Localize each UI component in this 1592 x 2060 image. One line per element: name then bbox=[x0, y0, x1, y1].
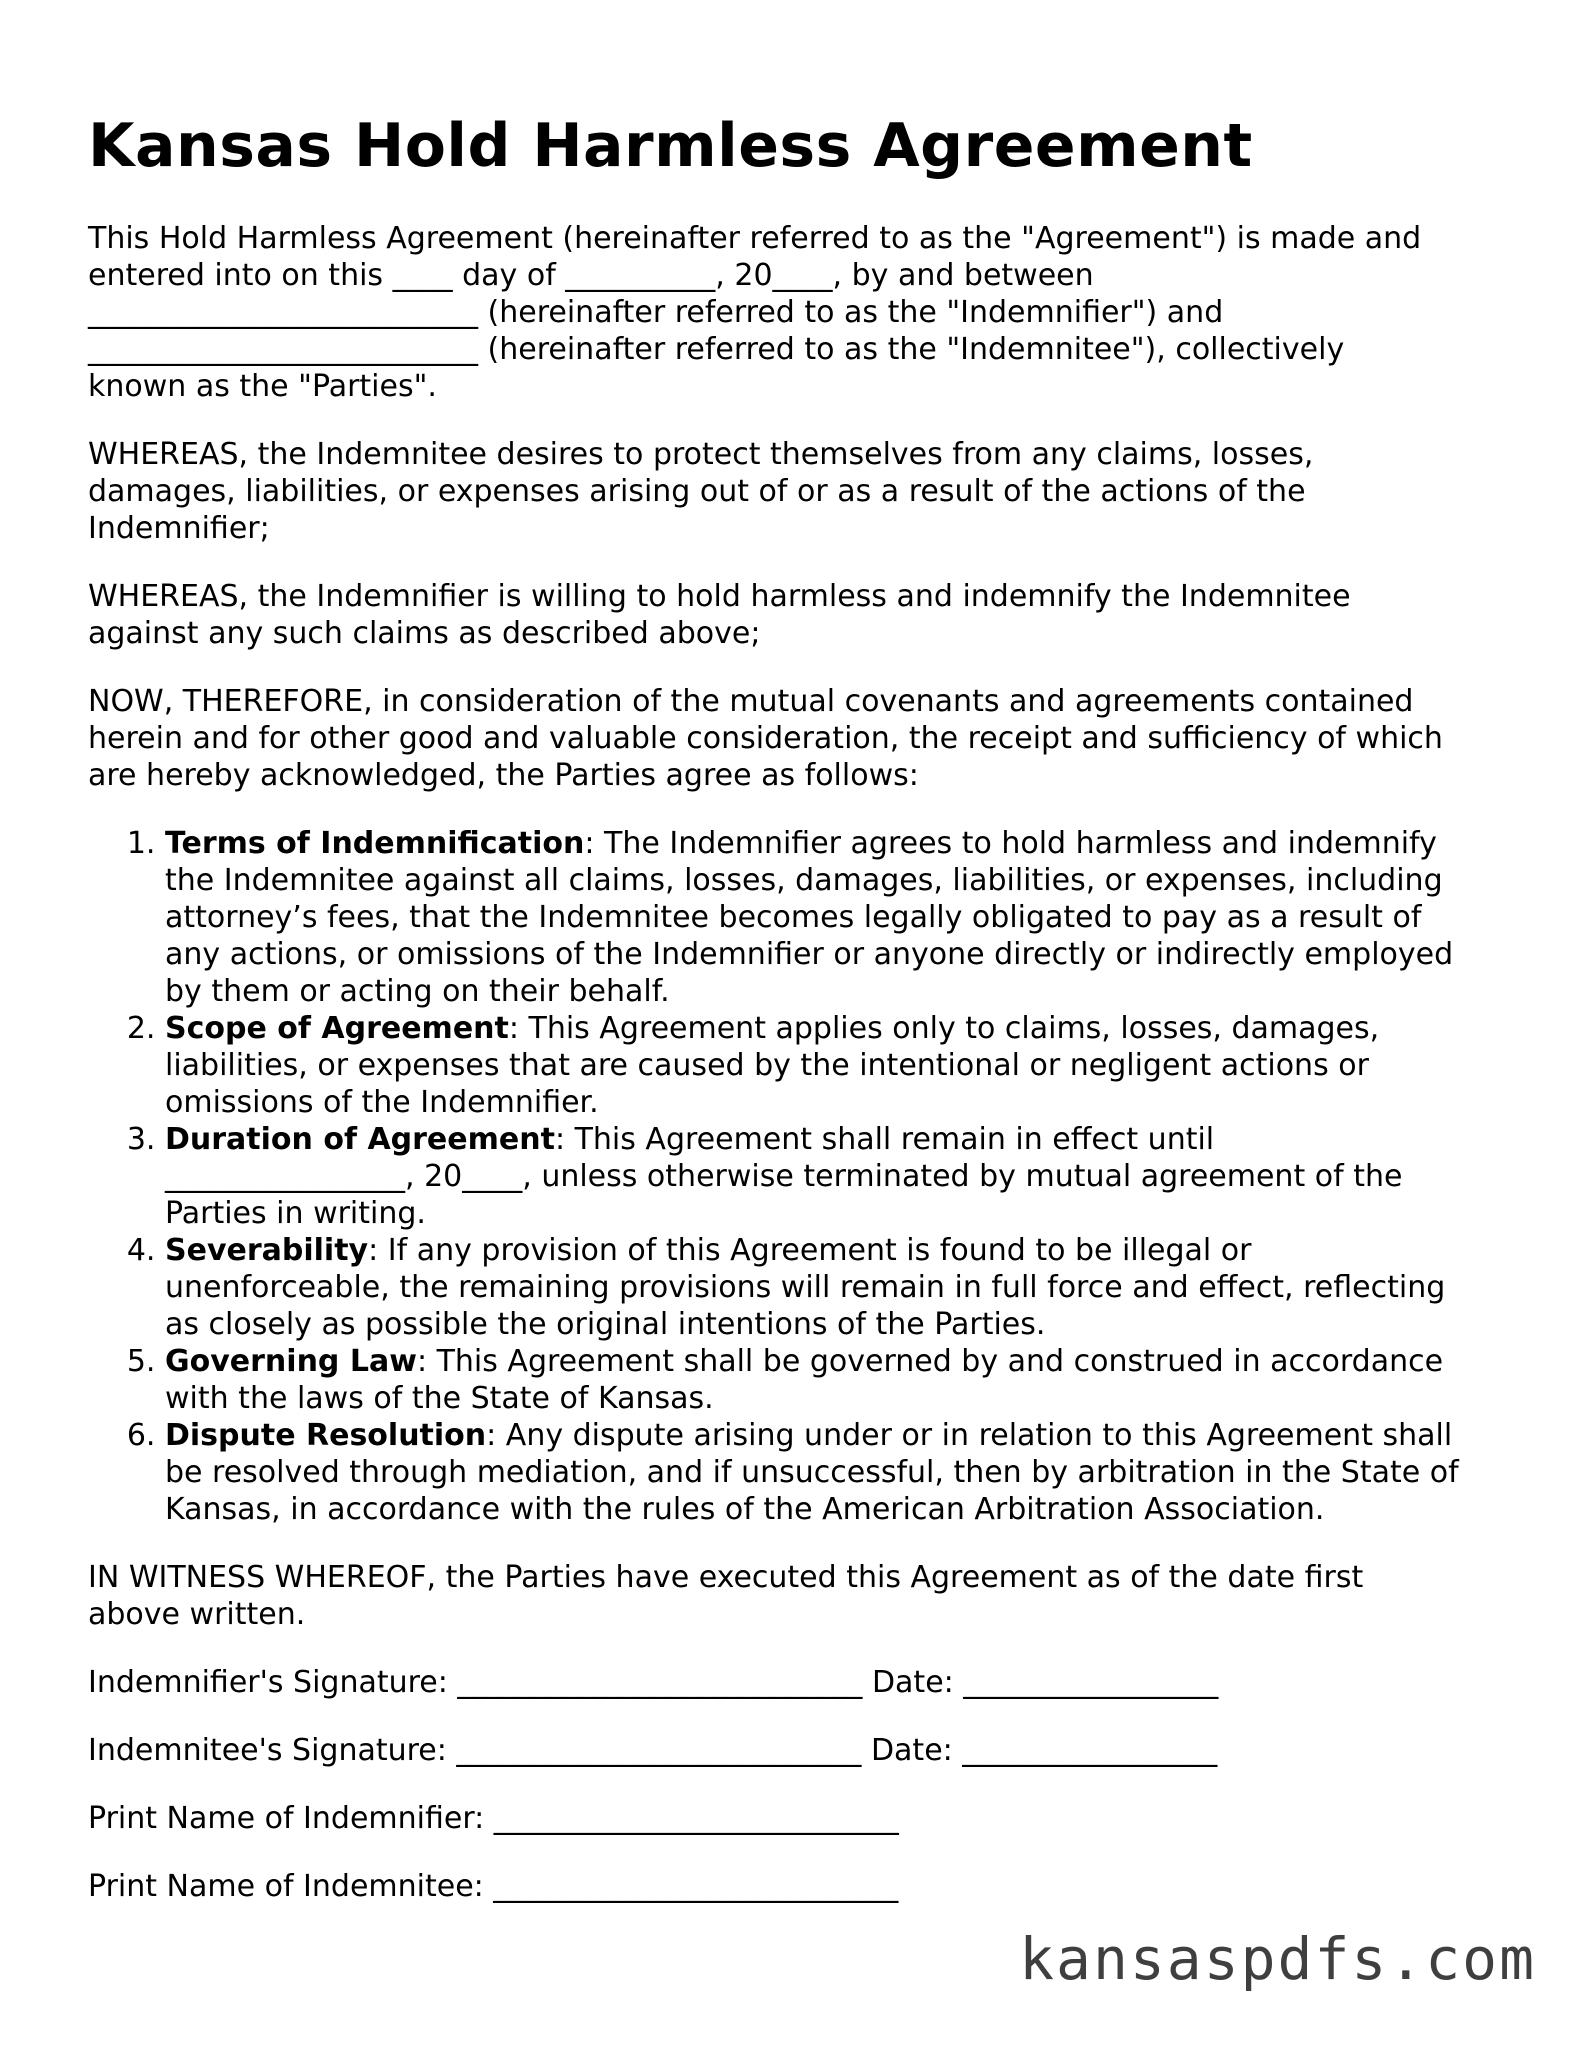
term-text: : This Agreement applies only to claims, losses, damages, liabilities, or expenses that are caused by the intentional or negligent actions or omissions of the Indemnifier. bbox=[165, 1011, 1380, 1120]
witness-paragraph: IN WITNESS WHEREOF, the Parties have executed this Agreement as of the date first above written. bbox=[88, 1560, 1364, 1632]
intro-paragraph: This Hold Harmless Agreement (hereinafter referred to as the "Agreement") is made and entered into on this ____ day of __________, 20____, by and between __________________________ (hereinafter referred to as the "Indemnifier") and __________________________ (hereinafter referred to as the "Indemnitee"), collectively known as the "Parties". bbox=[88, 221, 1422, 404]
term-item bbox=[165, 1417, 1508, 1528]
term-text: : If any provision of this Agreement is found to be illegal or unenforceable, the remaining provisions will remain in full force and effect, reflecting as closely as possible the original intentions of the Parties. bbox=[165, 1233, 1446, 1342]
term-item bbox=[165, 1232, 1508, 1343]
term-title: Duration of Agreement bbox=[165, 1122, 555, 1157]
indemnitee-signature-row bbox=[88, 1732, 1508, 1769]
term-item bbox=[165, 1121, 1508, 1232]
print-indemnifier-row bbox=[88, 1800, 1508, 1837]
indemnitee-signature-field[interactable]: ___________________________ bbox=[456, 1733, 862, 1768]
print-indemnitee-label: Print Name of Indemnitee: bbox=[88, 1869, 494, 1904]
term-item bbox=[165, 1343, 1508, 1417]
terms-list bbox=[88, 825, 1508, 1528]
indemnifier-signature-label: Indemnifier's Signature: bbox=[88, 1665, 458, 1700]
whereas-paragraph-1: WHEREAS, the Indemnitee desires to protect themselves from any claims, losses, damages, liabilities, or expenses arising out of or as a result of the actions of the Indemnifier; bbox=[88, 437, 1314, 546]
indemnifier-date-field[interactable]: _________________ bbox=[963, 1665, 1219, 1700]
indemnitee-date-field[interactable]: _________________ bbox=[962, 1733, 1218, 1768]
term-item bbox=[165, 1010, 1508, 1121]
site-watermark: kansaspdfs.com bbox=[1019, 1925, 1536, 1993]
indemnitee-date-label: Date: bbox=[861, 1733, 963, 1768]
print-indemnitee-field[interactable]: ___________________________ bbox=[493, 1869, 899, 1904]
indemnifier-signature-field[interactable]: ___________________________ bbox=[457, 1665, 863, 1700]
term-item bbox=[165, 825, 1508, 1010]
term-title: Dispute Resolution bbox=[165, 1418, 487, 1453]
term-title: Severability bbox=[165, 1233, 369, 1268]
term-text: : Any dispute arising under or in relation to this Agreement shall be resolved through mediation, and if unsuccessful, then by arbitration in the State of Kansas, in accordance with the rules of the American Arbitration Association. bbox=[165, 1418, 1459, 1527]
term-title: Governing Law bbox=[165, 1344, 417, 1379]
indemnitee-signature-label: Indemnitee's Signature: bbox=[88, 1733, 457, 1768]
now-therefore-paragraph: NOW, THEREFORE, in consideration of the mutual covenants and agreements contained herein and for other good and valuable consideration, the receipt and sufficiency of which are hereby acknowledged, the Parties agree as follows: bbox=[88, 684, 1443, 793]
print-indemnifier-label: Print Name of Indemnifier: bbox=[88, 1801, 494, 1836]
term-text: : The Indemnifier agrees to hold harmless and indemnify the Indemnitee against all claims, losses, damages, liabilities, or expenses, including attorney’s fees, that the Indemnitee becomes legally obligated to pay as a result of any actions, or omissions of the Indemnifier or anyone directly or indirectly employed by them or acting on their behalf. bbox=[165, 826, 1454, 1009]
term-text: : This Agreement shall remain in effect until ________________, 20____, unless otherwise terminated by mutual agreement of the Parties in writing. bbox=[165, 1122, 1403, 1231]
print-indemnitee-row bbox=[88, 1868, 1508, 1905]
indemnifier-signature-row bbox=[88, 1664, 1508, 1701]
term-title: Terms of Indemnification bbox=[165, 826, 585, 861]
term-title: Scope of Agreement bbox=[165, 1011, 509, 1046]
document-title: Kansas Hold Harmless Agreement bbox=[88, 111, 1253, 181]
indemnifier-date-label: Date: bbox=[862, 1665, 964, 1700]
print-indemnifier-field[interactable]: ___________________________ bbox=[493, 1801, 899, 1836]
document-page bbox=[88, 106, 1508, 1936]
term-text: : This Agreement shall be governed by and construed in accordance with the laws of the State of Kansas. bbox=[165, 1344, 1444, 1416]
whereas-paragraph-2: WHEREAS, the Indemnifier is willing to hold harmless and indemnify the Indemnitee against any such claims as described above; bbox=[88, 579, 1351, 651]
